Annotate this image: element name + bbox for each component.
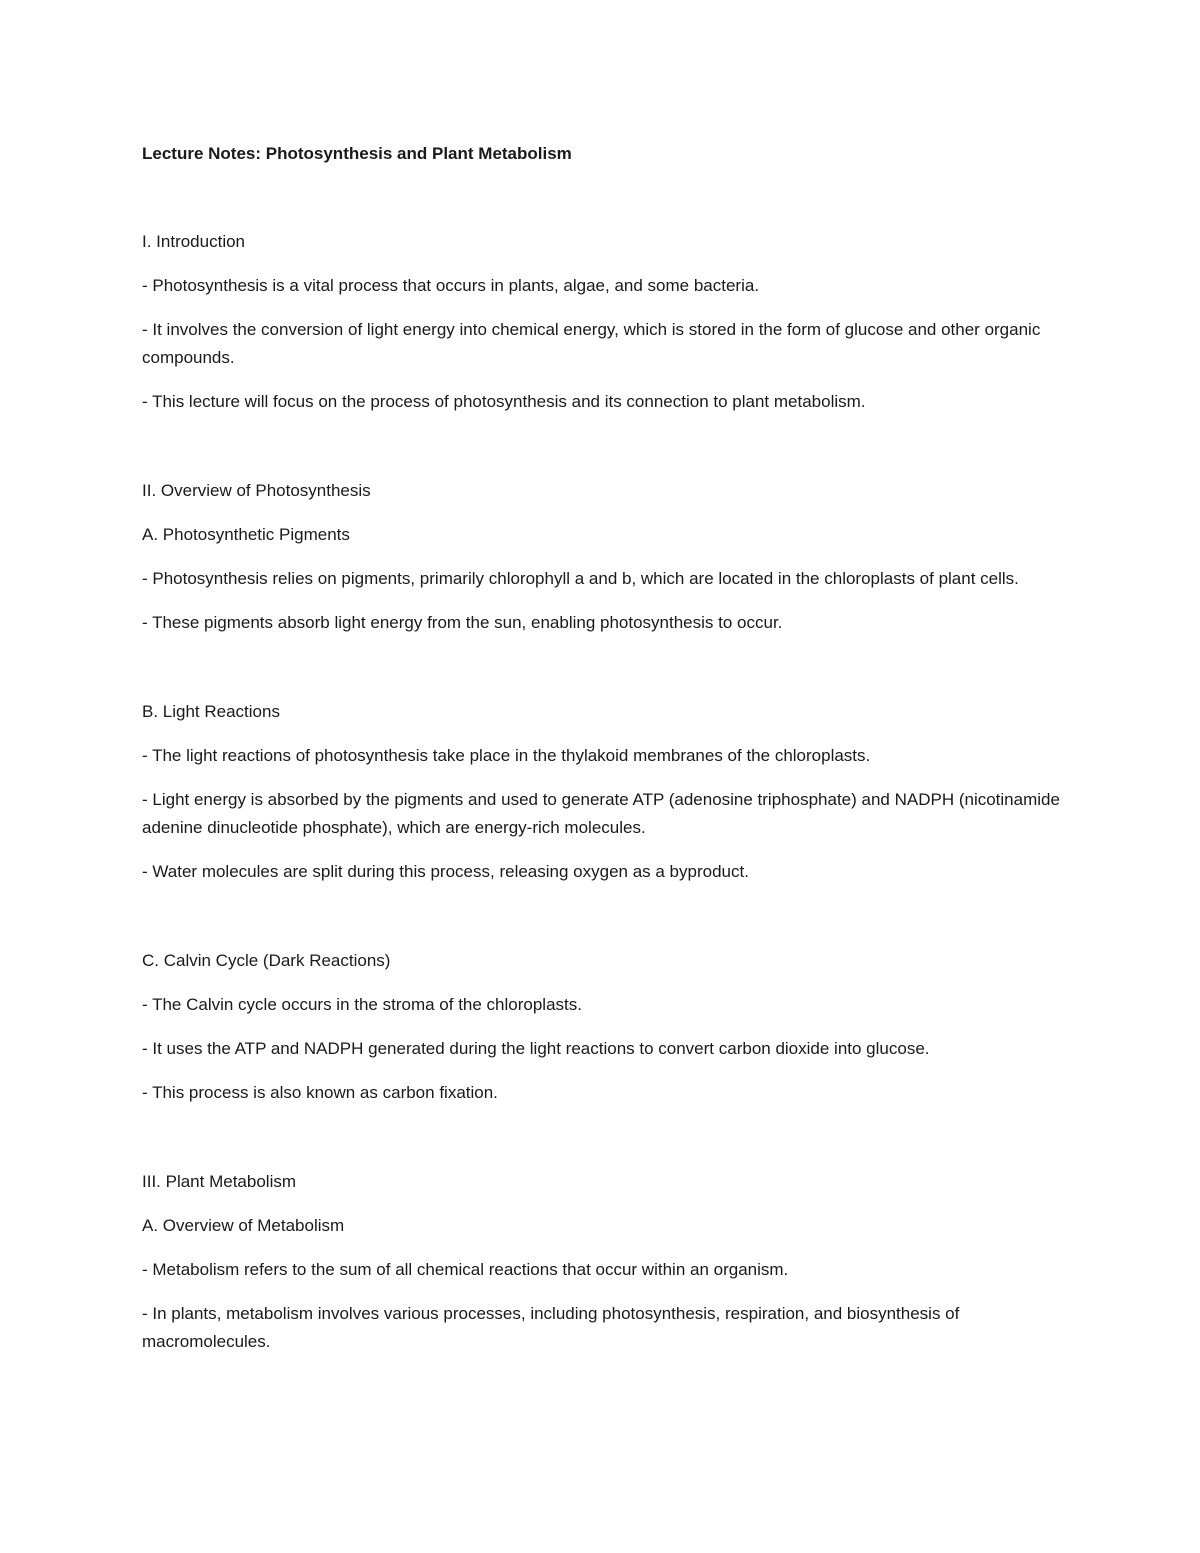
paragraph: - Water molecules are split during this process, releasing oxygen as a byproduct. <box>142 862 749 881</box>
paragraph: - These pigments absorb light energy from the sun, enabling photosynthesis to occur. <box>142 613 783 632</box>
section-spacer <box>142 432 1062 477</box>
paragraph: - Photosynthesis is a vital process that occurs in plants, algae, and some bacteria. <box>142 276 760 295</box>
section-heading-overview: II. Overview of Photosynthesis <box>142 481 371 500</box>
section-spacer <box>142 653 1062 698</box>
subsection-heading-light-reactions: B. Light Reactions <box>142 702 280 721</box>
subsection-heading-calvin-cycle: C. Calvin Cycle (Dark Reactions) <box>142 951 391 970</box>
document-body <box>142 140 1062 1372</box>
paragraph: - The light reactions of photosynthesis take place in the thylakoid membranes of the chloroplasts. <box>142 746 871 765</box>
paragraph: - This lecture will focus on the process of photosynthesis and its connection to plant metabolism. <box>142 392 866 411</box>
section-heading-plant-metabolism: III. Plant Metabolism <box>142 1172 297 1191</box>
paragraph: - It involves the conversion of light energy into chemical energy, which is stored in the form of glucose and other organic compounds. <box>142 320 1041 367</box>
section-spacer <box>142 902 1062 947</box>
paragraph: - In plants, metabolism involves various processes, including photosynthesis, respiration, and biosynthesis of macromolecules. <box>142 1304 960 1351</box>
paragraph: - It uses the ATP and NADPH generated during the light reactions to convert carbon dioxide into glucose. <box>142 1039 930 1058</box>
subsection-heading-metabolism-overview: A. Overview of Metabolism <box>142 1216 345 1235</box>
section-heading-introduction: I. Introduction <box>142 232 246 251</box>
section-spacer <box>142 1123 1062 1168</box>
paragraph: - Light energy is absorbed by the pigments and used to generate ATP (adenosine triphosphate) and NADPH (nicotinamide adenine dinucleotide phosphate), which are energy-rich molecules. <box>142 790 1060 837</box>
subsection-heading-pigments: A. Photosynthetic Pigments <box>142 525 350 544</box>
paragraph: - This process is also known as carbon fixation. <box>142 1083 498 1102</box>
paragraph: - Photosynthesis relies on pigments, primarily chlorophyll a and b, which are located in the chloroplasts of plant cells. <box>142 569 1019 588</box>
paragraph: - Metabolism refers to the sum of all chemical reactions that occur within an organism. <box>142 1260 789 1279</box>
paragraph: - The Calvin cycle occurs in the stroma of the chloroplasts. <box>142 995 582 1014</box>
document-title: Lecture Notes: Photosynthesis and Plant Metabolism <box>142 144 572 163</box>
